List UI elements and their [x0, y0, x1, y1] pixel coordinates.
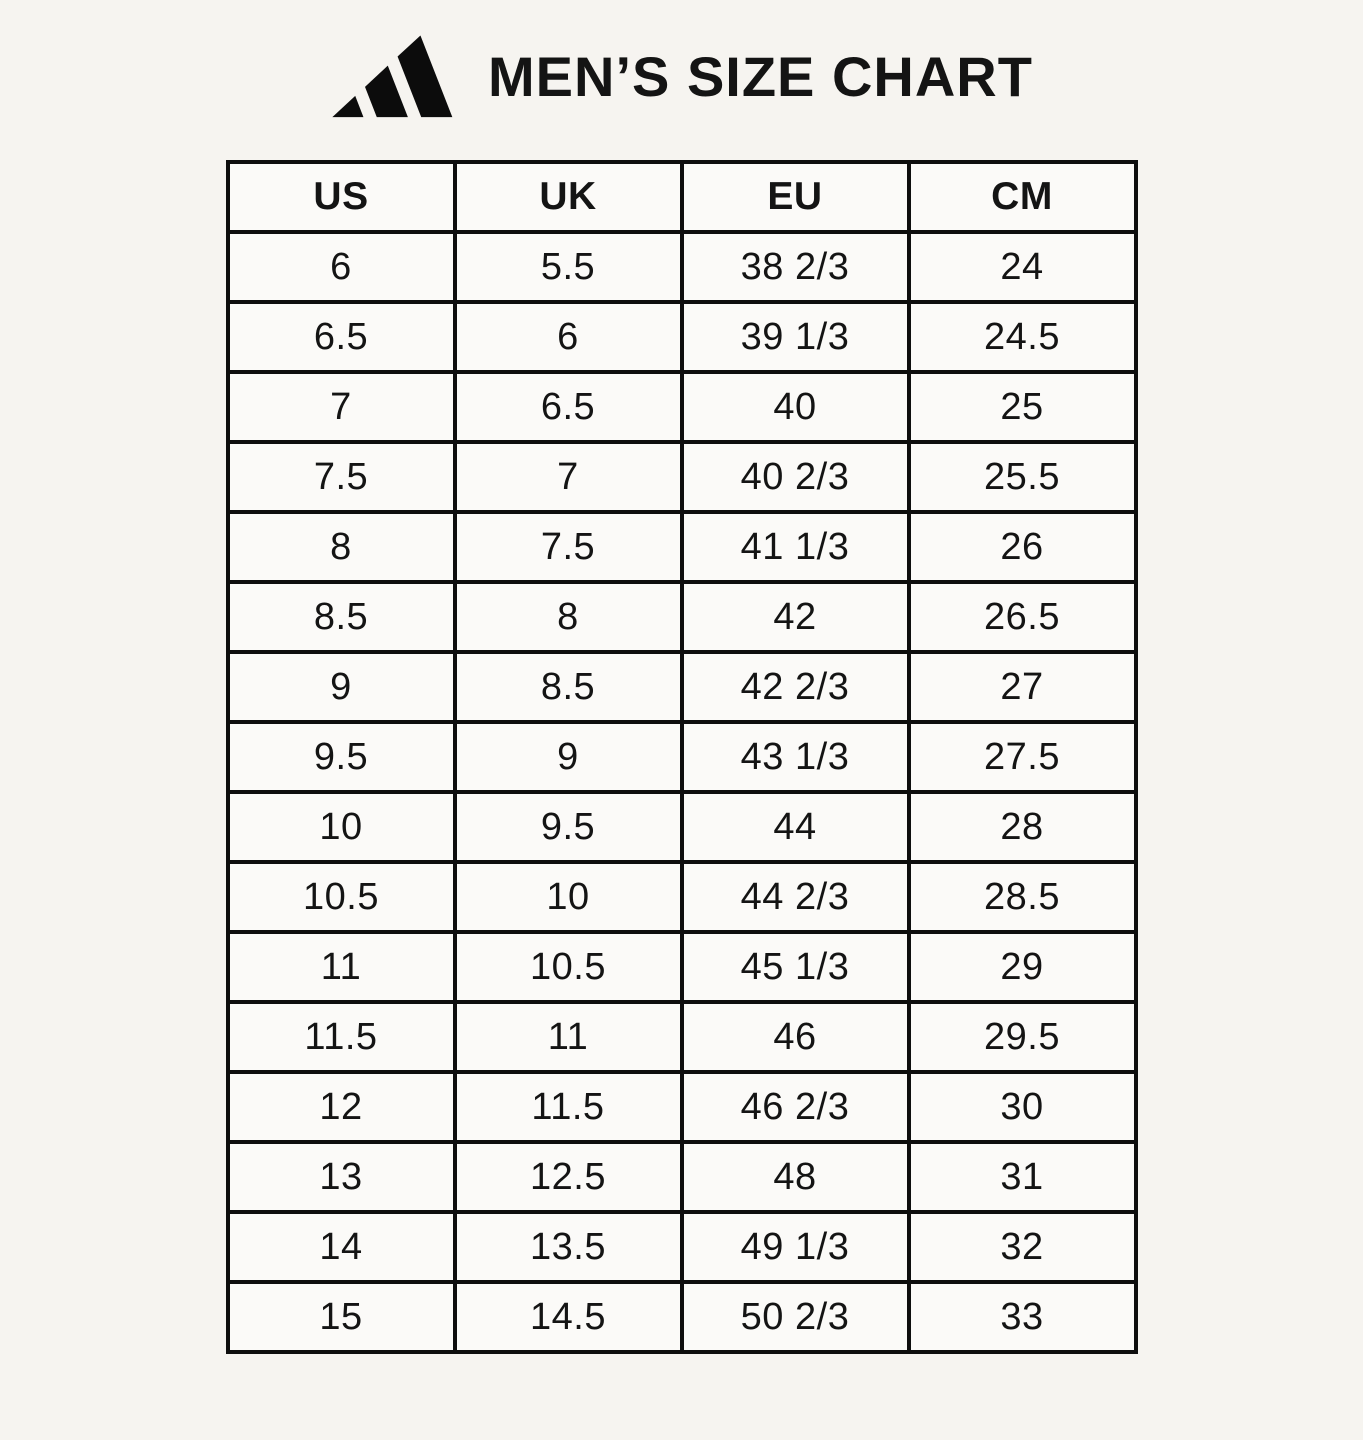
cell-cm: 32	[909, 1212, 1136, 1282]
cell-cm: 25	[909, 372, 1136, 442]
size-chart-table	[226, 160, 1138, 1354]
table-row	[228, 1072, 1136, 1142]
cell-eu: 50 2/3	[682, 1282, 909, 1352]
cell-us: 12	[228, 1072, 455, 1142]
cell-us: 6.5	[228, 302, 455, 372]
table-row	[228, 442, 1136, 512]
table-row	[228, 792, 1136, 862]
cell-uk: 8	[455, 582, 682, 652]
logo-bar-large	[398, 35, 453, 117]
cell-cm: 26.5	[909, 582, 1136, 652]
cell-us: 9	[228, 652, 455, 722]
cell-us: 6	[228, 232, 455, 302]
cell-eu: 49 1/3	[682, 1212, 909, 1282]
cell-uk: 6.5	[455, 372, 682, 442]
table-head	[228, 162, 1136, 232]
table-row	[228, 652, 1136, 722]
cell-us: 11	[228, 932, 455, 1002]
cell-us: 10.5	[228, 862, 455, 932]
column-header-us: US	[228, 162, 455, 232]
cell-uk: 7.5	[455, 512, 682, 582]
cell-us: 13	[228, 1142, 455, 1212]
header	[0, 0, 1363, 126]
cell-eu: 39 1/3	[682, 302, 909, 372]
cell-cm: 29	[909, 932, 1136, 1002]
column-header-cm: CM	[909, 162, 1136, 232]
cell-cm: 29.5	[909, 1002, 1136, 1072]
cell-eu: 46 2/3	[682, 1072, 909, 1142]
cell-uk: 9.5	[455, 792, 682, 862]
cell-us: 15	[228, 1282, 455, 1352]
cell-eu: 42	[682, 582, 909, 652]
page-title: MEN’S SIZE CHART	[488, 44, 1033, 108]
table-row	[228, 512, 1136, 582]
cell-cm: 26	[909, 512, 1136, 582]
table-row	[228, 582, 1136, 652]
cell-cm: 24.5	[909, 302, 1136, 372]
cell-cm: 30	[909, 1072, 1136, 1142]
cell-uk: 11.5	[455, 1072, 682, 1142]
table-row	[228, 372, 1136, 442]
cell-uk: 10.5	[455, 932, 682, 1002]
cell-us: 8.5	[228, 582, 455, 652]
cell-uk: 10	[455, 862, 682, 932]
table-row	[228, 1142, 1136, 1212]
cell-eu: 48	[682, 1142, 909, 1212]
cell-us: 7.5	[228, 442, 455, 512]
table-row	[228, 862, 1136, 932]
cell-cm: 24	[909, 232, 1136, 302]
cell-eu: 45 1/3	[682, 932, 909, 1002]
cell-cm: 27	[909, 652, 1136, 722]
cell-uk: 9	[455, 722, 682, 792]
table-row	[228, 1002, 1136, 1072]
cell-us: 9.5	[228, 722, 455, 792]
cell-eu: 40	[682, 372, 909, 442]
cell-uk: 14.5	[455, 1282, 682, 1352]
cell-uk: 5.5	[455, 232, 682, 302]
cell-us: 7	[228, 372, 455, 442]
table-row	[228, 932, 1136, 1002]
cell-eu: 44	[682, 792, 909, 862]
adidas-logo	[330, 26, 458, 126]
cell-cm: 28	[909, 792, 1136, 862]
cell-uk: 8.5	[455, 652, 682, 722]
cell-us: 14	[228, 1212, 455, 1282]
table-row	[228, 722, 1136, 792]
column-header-uk: UK	[455, 162, 682, 232]
logo-bar-small	[332, 96, 363, 117]
table-body	[228, 232, 1136, 1352]
cell-eu: 41 1/3	[682, 512, 909, 582]
cell-uk: 11	[455, 1002, 682, 1072]
table-row	[228, 232, 1136, 302]
cell-uk: 7	[455, 442, 682, 512]
table-row	[228, 1212, 1136, 1282]
cell-cm: 31	[909, 1142, 1136, 1212]
cell-cm: 27.5	[909, 722, 1136, 792]
cell-eu: 40 2/3	[682, 442, 909, 512]
table-row	[228, 1282, 1136, 1352]
cell-eu: 46	[682, 1002, 909, 1072]
cell-uk: 13.5	[455, 1212, 682, 1282]
column-header-eu: EU	[682, 162, 909, 232]
cell-eu: 42 2/3	[682, 652, 909, 722]
cell-us: 8	[228, 512, 455, 582]
header-row	[228, 162, 1136, 232]
cell-us: 11.5	[228, 1002, 455, 1072]
cell-uk: 6	[455, 302, 682, 372]
table-row	[228, 302, 1136, 372]
cell-eu: 43 1/3	[682, 722, 909, 792]
cell-cm: 25.5	[909, 442, 1136, 512]
cell-uk: 12.5	[455, 1142, 682, 1212]
cell-cm: 28.5	[909, 862, 1136, 932]
cell-cm: 33	[909, 1282, 1136, 1352]
cell-eu: 38 2/3	[682, 232, 909, 302]
logo-bar-medium	[365, 66, 408, 117]
cell-eu: 44 2/3	[682, 862, 909, 932]
cell-us: 10	[228, 792, 455, 862]
